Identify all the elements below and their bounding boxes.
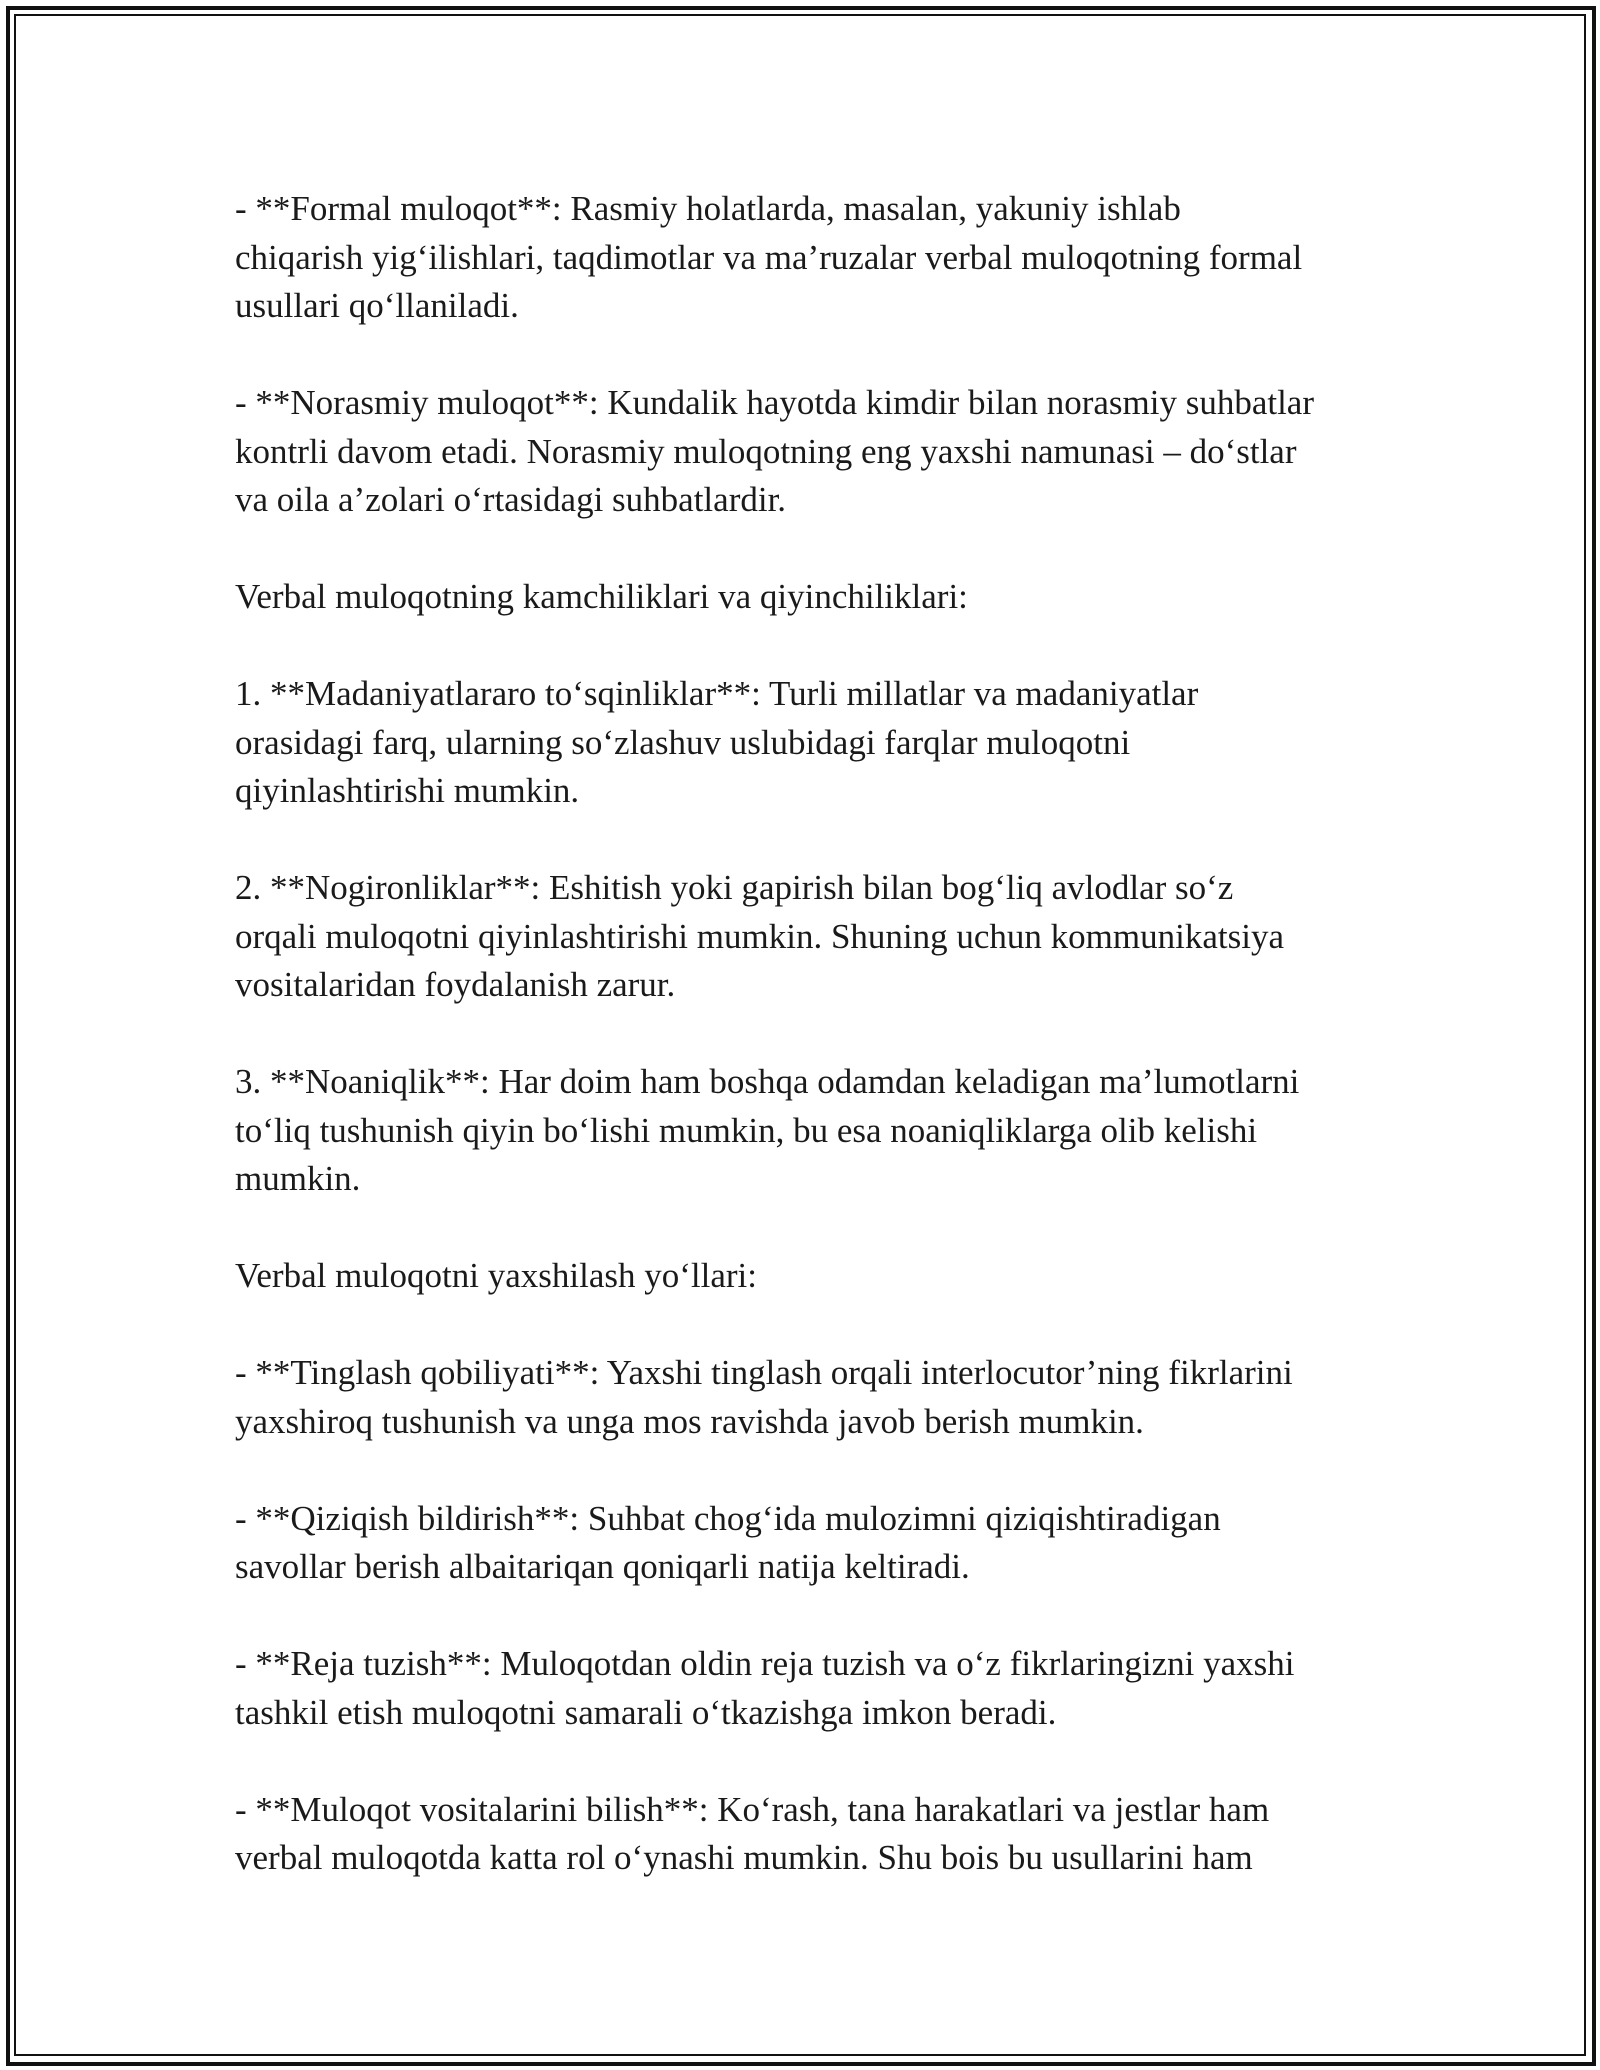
paragraph-qiziqish: - **Qiziqish bildirish**: Suhbat chog‘ida mulozimni qiziqishtiradigan savollar berish albaitariqan qoniqarli natija keltiradi. (235, 1498, 1221, 1586)
list-item-nogironliklar: 2. **Nogironliklar**: Eshitish yoki gapirish bilan bog‘liq avlodlar so‘z orqali muloqotni qiyinlashtirishi mumkin. Shuning uchun kommunikatsiya vositalaridan foydalanish zarur. (235, 868, 1284, 1004)
section-heading-yaxshilash: Verbal muloqotni yaxshilash yo‘llari: (235, 1256, 757, 1295)
paragraph-vositalar: - **Muloqot vositalarini bilish**: Ko‘rash, tana harakatlari va jestlar ham verbal muloqotda katta rol o‘ynashi mumkin. Shu bois bu usullarini ham (235, 1789, 1270, 1877)
paragraph-formal-muloqot: - **Formal muloqot**: Rasmiy holatlarda, masalan, yakuniy ishlab chiqarish yig‘ilishlari, taqdimotlar va ma’ruzalar verbal muloqotning formal usullari qo‘llaniladi. (235, 189, 1303, 325)
document-body (235, 185, 1375, 1883)
paragraph-tinglash: - **Tinglash qobiliyati**: Yaxshi tinglash orqali interlocutor’ning fikrlarini yaxshiroq tushunish va unga mos ravishda javob berish mumkin. (235, 1353, 1293, 1441)
paragraph-reja: - **Reja tuzish**: Muloqotdan oldin reja tuzish va o‘z fikrlaringizni yaxshi tashkil etish muloqotni samarali o‘tkazishga imkon beradi. (235, 1644, 1295, 1732)
paragraph-norasmiy-muloqot: - **Norasmiy muloqot**: Kundalik hayotda kimdir bilan norasmiy suhbatlar kontrli davom etadi. Norasmiy muloqotning eng yaxshi namunasi – do‘stlar va oila a’zolari o‘rtasidagi suhbatlardir. (235, 383, 1315, 519)
list-item-noaniqlik: 3. **Noaniqlik**: Har doim ham boshqa odamdan keladigan ma’lumotlarni to‘liq tushunish qiyin bo‘lishi mumkin, bu esa noaniqliklarga olib kelishi mumkin. (235, 1062, 1300, 1198)
list-item-madaniyatlararo: 1. **Madaniyatlararo to‘sqinliklar**: Turli millatlar va madaniyatlar orasidagi farq, ularning so‘zlashuv uslubidagi farqlar muloqotni qiyinlashtirishi mumkin. (235, 674, 1199, 810)
section-heading-kamchiliklar: Verbal muloqotning kamchiliklari va qiyinchiliklari: (235, 577, 968, 616)
